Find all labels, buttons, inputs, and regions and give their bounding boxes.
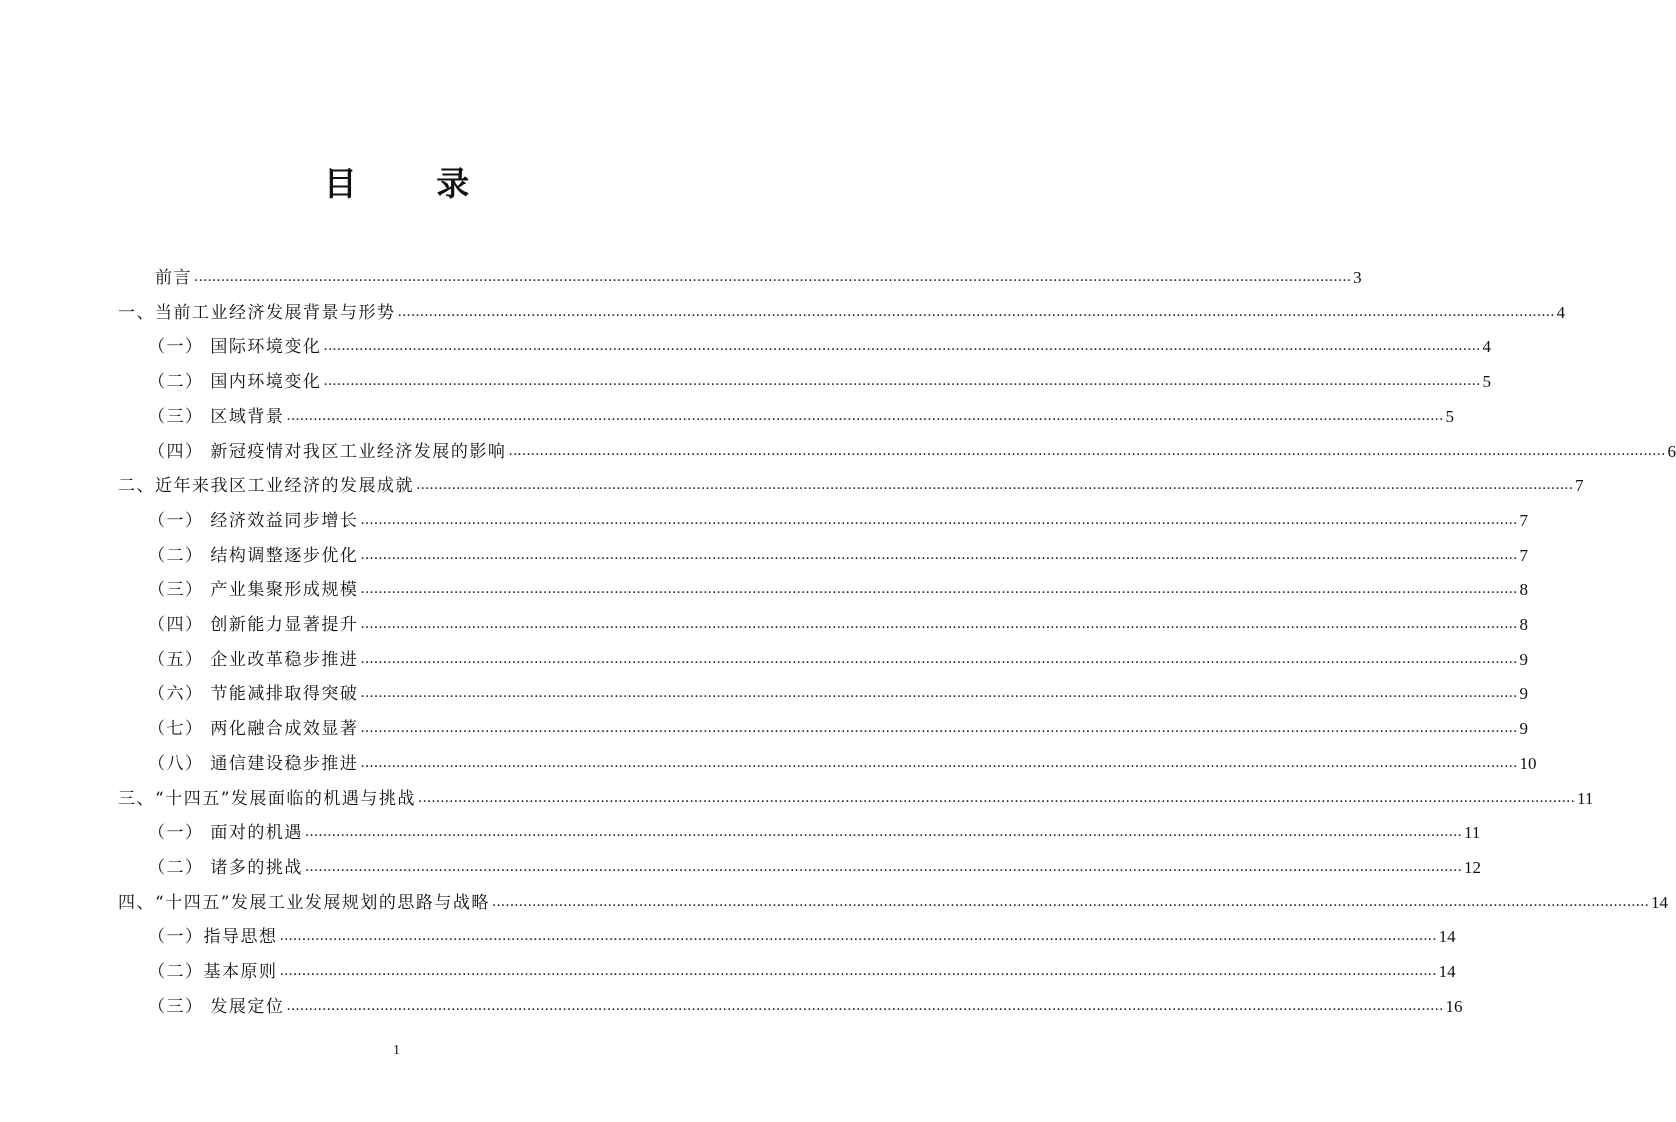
toc-entry-label: （一） 经济效益同步增长: [148, 510, 359, 531]
toc-entry-page: 7: [1519, 510, 1528, 530]
toc-entry[interactable]: [148, 984, 1463, 1018]
toc-dot-leader: ....................................................................................................................................................................................................................................................................: [360, 546, 1518, 563]
toc-entry-label: （二）基本原则: [148, 962, 278, 982]
toc-entry-page: 11: [1463, 823, 1481, 843]
toc-entry-label: 二、近年来我区工业经济的发展成就: [118, 476, 414, 497]
toc-entry[interactable]: [148, 533, 1528, 567]
toc-dot-leader: ....................................................................................................................................................................................................................................................................: [397, 303, 1555, 320]
toc-dot-leader: ....................................................................................................................................................................................................................................................................: [194, 269, 1352, 285]
toc-entry[interactable]: [118, 776, 1594, 810]
toc-entry-label: 一、当前工业经济发展背景与形势: [118, 302, 396, 323]
toc-entry-page: 3: [1353, 268, 1362, 287]
toc-entry-page: 8: [1519, 580, 1528, 600]
toc-entry-label: （三） 发展定位: [148, 996, 285, 1017]
toc-entry-page: 5: [1445, 406, 1454, 426]
toc-entry-label: 前言: [155, 268, 192, 288]
toc-entry-label: （五） 企业改革稳步推进: [148, 649, 359, 670]
toc-entry-label: （一） 国际环境变化: [148, 337, 322, 358]
toc-entry[interactable]: [118, 290, 1566, 324]
toc-dot-leader: ....................................................................................................................................................................................................................................................................: [417, 789, 1575, 806]
toc-dot-leader: ....................................................................................................................................................................................................................................................................: [360, 754, 1518, 771]
toc-entry-page: 7: [1519, 545, 1528, 565]
toc-dot-leader: ....................................................................................................................................................................................................................................................................: [508, 442, 1666, 459]
toc-entry-page: 4: [1556, 302, 1566, 322]
toc-dot-leader: ....................................................................................................................................................................................................................................................................: [360, 511, 1518, 528]
toc-dot-leader: ....................................................................................................................................................................................................................................................................: [360, 720, 1518, 737]
toc-entry-label: （八） 通信建设稳步推进: [148, 753, 359, 774]
toc-entry-label: （一）指导思想: [148, 927, 278, 948]
toc-entry-page: 12: [1463, 857, 1481, 877]
toc-entry-page: 14: [1438, 962, 1456, 981]
toc-dot-leader: ....................................................................................................................................................................................................................................................................: [304, 858, 1462, 875]
toc-entry-page: 9: [1519, 649, 1528, 669]
toc-dot-leader: ....................................................................................................................................................................................................................................................................: [416, 477, 1574, 494]
toc-entry[interactable]: [148, 671, 1528, 705]
toc-dot-leader: ....................................................................................................................................................................................................................................................................: [360, 616, 1518, 632]
toc-dot-leader: ....................................................................................................................................................................................................................................................................: [323, 373, 1481, 390]
toc-entry[interactable]: [148, 914, 1456, 948]
toc-entry-label: 四、“十四五”发展工业发展规划的思路与战略: [118, 892, 490, 913]
toc-entry-page: 11: [1576, 788, 1594, 808]
toc-entry-label: （六） 节能减排取得突破: [148, 684, 359, 705]
toc-dot-leader: ....................................................................................................................................................................................................................................................................: [279, 963, 1437, 979]
toc-entry[interactable]: [148, 394, 1454, 428]
toc-entry-label: （二） 诸多的挑战: [148, 857, 303, 878]
toc-entry[interactable]: [148, 602, 1528, 636]
page-title: 目 录: [323, 164, 504, 203]
toc-entry-page: 14: [1650, 892, 1668, 912]
toc-entry[interactable]: [148, 741, 1537, 775]
toc-entry-page: 5: [1482, 372, 1491, 392]
toc-dot-leader: ....................................................................................................................................................................................................................................................................: [286, 997, 1444, 1014]
toc-entry-label: （二） 结构调整逐步优化: [148, 545, 359, 566]
toc-entry[interactable]: [148, 637, 1528, 671]
toc-entry[interactable]: [148, 324, 1491, 358]
toc-entry-label: （二） 国内环境变化: [148, 372, 322, 393]
toc-entry-label: 三、“十四五”发展面临的机遇与挑战: [118, 788, 416, 809]
toc-entry-page: 6: [1667, 441, 1676, 461]
toc-entry-label: （三） 产业集聚形成规模: [148, 580, 359, 601]
toc-entry[interactable]: [148, 949, 1456, 983]
toc-dot-leader: ....................................................................................................................................................................................................................................................................: [360, 650, 1518, 667]
toc-entry-page: 8: [1519, 615, 1528, 634]
toc-dot-leader: ....................................................................................................................................................................................................................................................................: [360, 685, 1518, 702]
toc-entry[interactable]: [118, 463, 1584, 497]
page-number: 1: [393, 1043, 400, 1058]
toc-dot-leader: ....................................................................................................................................................................................................................................................................: [279, 928, 1437, 945]
toc-entry[interactable]: [148, 706, 1528, 740]
toc-entry-label: （一） 面对的机遇: [148, 823, 303, 844]
toc-entry-page: 7: [1575, 476, 1584, 496]
toc-entry-page: 9: [1519, 684, 1528, 704]
toc-entry[interactable]: [155, 255, 1362, 289]
toc-entry-label: （三） 区域背景: [148, 406, 285, 427]
toc-entry[interactable]: [118, 880, 1668, 914]
toc-entry-page: 10: [1519, 753, 1537, 773]
toc-dot-leader: ....................................................................................................................................................................................................................................................................: [286, 407, 1444, 424]
toc-entry-page: 4: [1482, 337, 1491, 357]
toc-entry[interactable]: [148, 359, 1491, 393]
toc-dot-leader: ....................................................................................................................................................................................................................................................................: [304, 824, 1462, 841]
toc-entry-page: 9: [1519, 719, 1528, 739]
toc-dot-leader: ....................................................................................................................................................................................................................................................................: [491, 893, 1649, 910]
toc-entry-label: （七） 两化融合成效显著: [148, 719, 359, 740]
toc-entry-page: 14: [1438, 927, 1456, 947]
toc-entry[interactable]: [148, 845, 1481, 879]
toc-dot-leader: ....................................................................................................................................................................................................................................................................: [323, 338, 1481, 355]
toc-entry[interactable]: [148, 429, 1676, 463]
toc-entry[interactable]: [148, 810, 1481, 844]
toc-entry-label: （四） 创新能力显著提升: [148, 615, 359, 635]
toc-dot-leader: ....................................................................................................................................................................................................................................................................: [360, 581, 1518, 598]
toc-entry-page: 16: [1445, 996, 1463, 1016]
toc-entry[interactable]: [148, 567, 1528, 601]
toc-entry-label: （四） 新冠疫情对我区工业经济发展的影响: [148, 441, 507, 462]
toc-entry[interactable]: [148, 498, 1528, 532]
